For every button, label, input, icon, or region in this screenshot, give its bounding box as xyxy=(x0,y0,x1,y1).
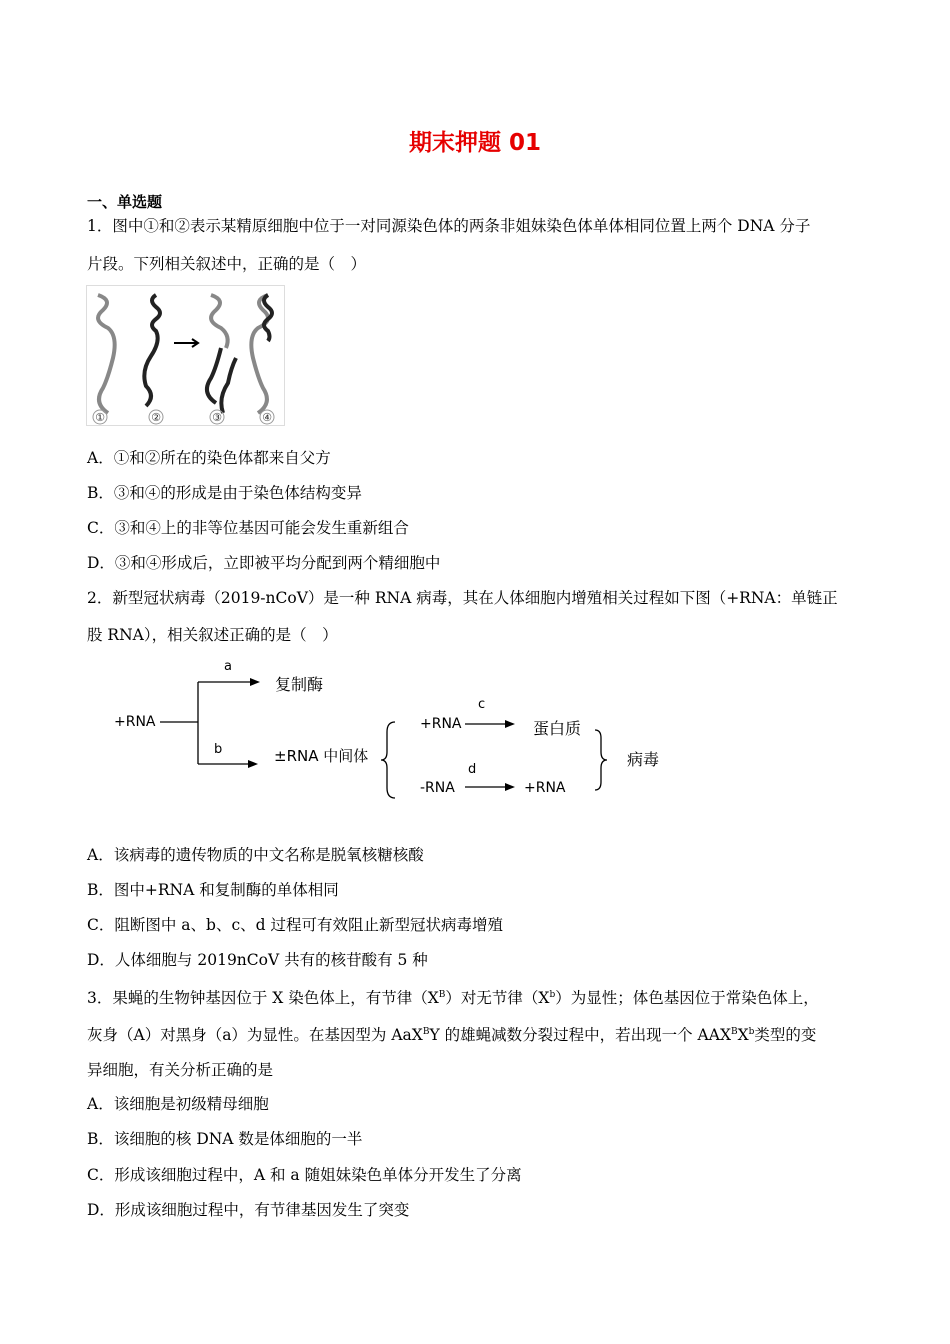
protein-label: 蛋白质 xyxy=(533,719,582,738)
q3-stem-line2 xyxy=(87,1022,816,1045)
q3-stem-line3: 异细胞，有关分析正确的是 xyxy=(87,1061,274,1079)
section-heading: 一、单选题 xyxy=(87,193,163,211)
q3-option-b[interactable]: B．该细胞的核 DNA 数是体细胞的一半 xyxy=(87,1130,363,1148)
process-a-label: a xyxy=(224,659,232,674)
text: ）为显性；体色基因位于常染色体上， xyxy=(555,989,819,1008)
superscript: b xyxy=(549,990,556,1000)
figure-label-2: ② xyxy=(151,411,161,424)
superscript: B xyxy=(438,990,446,1000)
q1-option-d[interactable]: D．③和④形成后，立即被平均分配到两个精细胞中 xyxy=(87,554,441,572)
minus-rna-label: -RNA xyxy=(420,780,455,796)
q1-stem-line2: 片段。下列相关叙述中，正确的是（ ） xyxy=(87,255,367,273)
figure-label-1: ① xyxy=(95,411,105,424)
q3-option-a[interactable]: A．该细胞是初级精母细胞 xyxy=(87,1095,269,1113)
q1-option-b[interactable]: B．③和④的形成是由于染色体结构变异 xyxy=(87,484,362,502)
q3-option-c[interactable]: C．形成该细胞过程中，A 和 a 随姐妹染色单体分开发生了分离 xyxy=(87,1166,522,1184)
q2-stem-line2: 股 RNA），相关叙述正确的是（ ） xyxy=(87,626,338,644)
start-rna-label: +RNA xyxy=(114,714,156,730)
virus-label: 病毒 xyxy=(627,750,660,769)
q3-option-d[interactable]: D．形成该细胞过程中，有节律基因发生了突变 xyxy=(87,1201,410,1219)
text: Y 的雄蝇减数分裂过程中，若出现一个 AAX xyxy=(429,1026,731,1045)
q2-option-c[interactable]: C．阻断图中 a、b、c、d 过程可有效阻止新型冠状病毒增殖 xyxy=(87,916,503,934)
text: 灰身（A）对黑身（a）为显性。在基因型为 AaX xyxy=(87,1026,423,1045)
q1-stem-line1: 1．图中①和②表示某精原细胞中位于一对同源染色体的两条非姐妹染色体单体相同位置上两个 DNA 分子 xyxy=(87,217,811,235)
q1-option-a[interactable]: A．①和②所在的染色体都来自父方 xyxy=(87,449,331,467)
q2-option-a[interactable]: A．该病毒的遗传物质的中文名称是脱氧核糖核酸 xyxy=(87,846,424,864)
q1-chromosome-figure xyxy=(86,285,286,427)
text: 类型的变 xyxy=(754,1026,817,1045)
q3-stem-line1 xyxy=(87,985,819,1008)
intermediate-label: ±RNA 中间体 xyxy=(274,747,369,765)
text: 3．果蝇的生物钟基因位于 X 染色体上，有节律（X xyxy=(87,989,439,1008)
figure-label-3: ③ xyxy=(212,411,222,424)
q2-option-b[interactable]: B．图中+RNA 和复制酶的单体相同 xyxy=(87,881,339,899)
text: ）对无节律（X xyxy=(445,989,550,1008)
process-d-label: d xyxy=(468,762,477,777)
text: X xyxy=(737,1026,749,1045)
q2-virus-diagram xyxy=(100,652,680,802)
replicase-label: 复制酶 xyxy=(275,675,324,694)
superscript: b xyxy=(748,1027,755,1037)
process-b-label: b xyxy=(214,742,223,757)
figure-label-4: ④ xyxy=(262,411,272,424)
process-c-label: c xyxy=(478,697,486,712)
q2-option-d[interactable]: D．人体细胞与 2019nCoV 共有的核苷酸有 5 种 xyxy=(87,951,428,969)
plus-rna-bottom-label: +RNA xyxy=(524,780,566,796)
q1-option-c[interactable]: C．③和④上的非等位基因可能会发生重新组合 xyxy=(87,519,409,537)
page-title: 期末押题 01 xyxy=(408,130,541,156)
superscript: B xyxy=(730,1027,738,1037)
superscript: B xyxy=(422,1027,430,1037)
plus-rna-top-label: +RNA xyxy=(420,716,462,732)
q2-stem-line1: 2．新型冠状病毒（2019-nCoV）是一种 RNA 病毒，其在人体细胞内增殖相关过程如下图（+RNA：单链正 xyxy=(87,589,838,607)
